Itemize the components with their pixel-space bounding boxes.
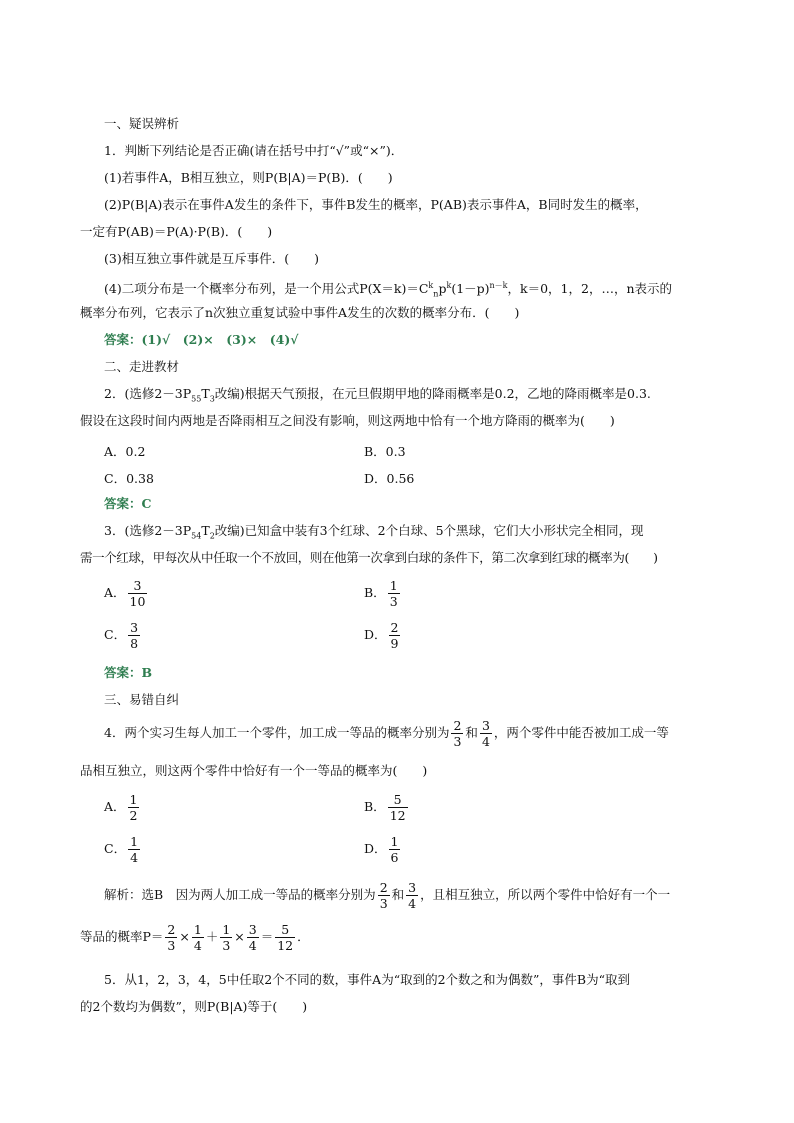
- question-3-option-d: D． $\frac{2}{9}$: [364, 620, 399, 651]
- question-4-option-c: C． $\frac{1}{4}$: [104, 834, 139, 865]
- section-heading-3: 三、易错自纠: [104, 692, 180, 707]
- question-4-stem-cont: 品相互独立，则这两个零件中恰好有一个一等品的概率为( ): [80, 763, 428, 778]
- question-1-item-4: (4)二项分布是一个概率分布列，是一个用公式$P(X=k)=C^k_np^k(1-p)^{n-k}$，k＝0，1，2，…，n表示的: [104, 281, 673, 299]
- question-1-item-3: (3)相互独立事件就是互斥事件．( ): [104, 251, 319, 266]
- question-4-option-a: A． $\frac{1}{2}$: [104, 792, 138, 823]
- question-4-option-b: B． $\frac{5}{12}$: [364, 792, 406, 823]
- question-5-stem-cont: 的2个数均为偶数”，则P(B|A)等于( ): [80, 999, 308, 1014]
- question-2-option-c: C．0.38: [104, 471, 154, 486]
- section-heading-1: 一、疑误辨析: [104, 116, 180, 131]
- question-2-option-b: B．0.3: [364, 444, 406, 459]
- question-4-solution: 解析：选B 因为两人加工成一等品的概率分别为 $\frac{2}{3}$ 和 $\frac{3}{4}$ ，且相互独立，所以两个零件中恰好有一个一: [104, 880, 671, 911]
- question-1-item-4-cont: 概率分布列，它表示了n次独立重复试验中事件A发生的次数的概率分布．( ): [80, 305, 520, 320]
- question-2-stem-cont: 假设在这段时间内两地是否降雨相互之间没有影响，则这两地中恰有一个地方降雨的概率为( ): [80, 413, 615, 428]
- question-1-item-2: (2)P(B|A)表示在事件A发生的条件下，事件B发生的概率，P(AB)表示事件A，B同时发生的概率，: [104, 197, 648, 212]
- question-3-option-b: B． $\frac{1}{3}$: [364, 578, 398, 609]
- question-4-stem: 4．两个实习生每人加工一个零件，加工成一等品的概率分别为 $\frac{2}{3}$ 和 $\frac{3}{4}$ ，两个零件中能否被加工成一等: [104, 718, 669, 749]
- question-1-stem: 1．判断下列结论是否正确(请在括号中打“√”或“×”)．: [104, 143, 404, 158]
- question-2-answer: 答案：C: [104, 496, 152, 511]
- section-heading-2: 二、走进教材: [104, 359, 180, 374]
- question-2-stem: 2．(选修$2-3P_{55}T_3$改编)根据天气预报，在元旦假期甲地的降雨概率是0.2，乙地的降雨概率是0.3.: [104, 386, 651, 404]
- question-5-stem: 5．从1，2，3，4，5中任取2个不同的数，事件A为“取到的2个数之和为偶数”，事件B为“取到: [104, 972, 631, 987]
- question-3-stem: 3．(选修$2-3P_{54}T_2$改编)已知盒中装有3个红球、2个白球、5个黑球，它们大小形状完全相同，现: [104, 523, 644, 541]
- question-2-option-a: A．0.2: [104, 444, 146, 459]
- question-3-option-c: C． $\frac{3}{8}$: [104, 620, 139, 651]
- question-3-answer: 答案：B: [104, 665, 153, 680]
- question-3-option-a: A． $\frac{3}{10}$: [104, 578, 146, 609]
- question-3-stem-cont: 需一个红球，甲每次从中任取一个不放回，则在他第一次拿到白球的条件下，第二次拿到红球的概率为( ): [80, 550, 658, 565]
- question-2-option-d: D．0.56: [364, 471, 415, 486]
- question-1-item-1: (1)若事件A，B相互独立，则P(B|A)＝P(B)．( ): [104, 170, 393, 185]
- question-4-solution-cont: 等品的概率P＝ $\frac{2}{3}$ × $\frac{1}{4}$ ＋ $\frac{1}{3}$ × $\frac{3}{4}$ ＝ $\frac{5}{12}$ ．: [80, 922, 310, 953]
- question-4-option-d: D． $\frac{1}{6}$: [364, 834, 399, 865]
- question-1-answer: 答案：(1)√ (2)× (3)× (4)√: [104, 332, 299, 347]
- question-1-item-2-cont: 一定有P(AB)＝P(A)·P(B)．( ): [80, 224, 273, 239]
